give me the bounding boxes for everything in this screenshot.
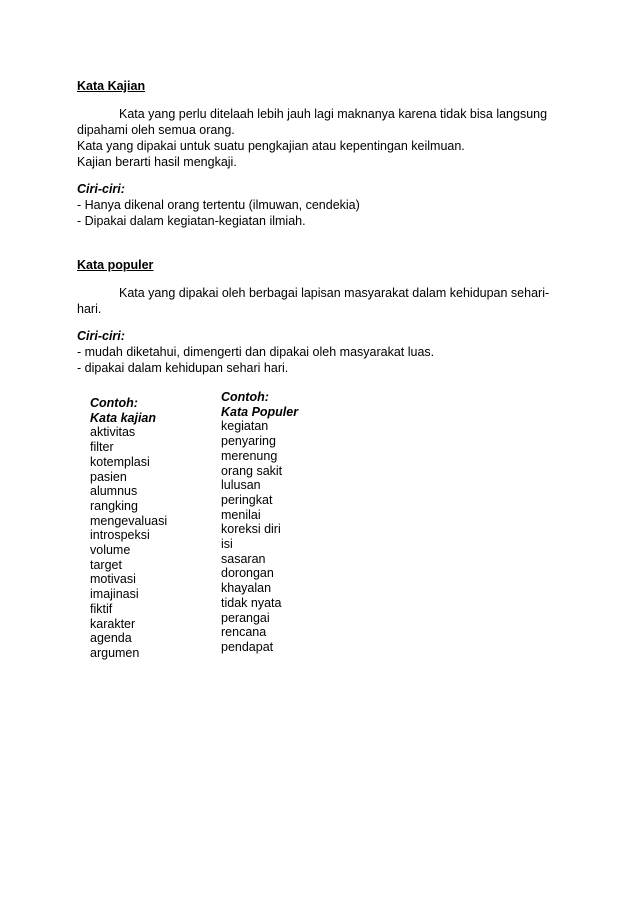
populer-ciri-title: Ciri-ciri:	[77, 329, 125, 343]
contoh-kata-kajian-list	[90, 396, 167, 661]
contoh-kajian-title: Contoh:	[90, 396, 138, 410]
list-item: rangking	[90, 498, 138, 513]
kajian-ciri-item: - Hanya dikenal orang tertentu (ilmuwan, cendekia)	[77, 198, 360, 212]
list-item: khayalan	[221, 581, 272, 596]
list-item: perangai	[221, 610, 270, 625]
list-item: isi	[221, 537, 233, 552]
list-item: kotemplasi	[90, 454, 150, 469]
populer-ciri-item: - dipakai dalam kehidupan sehari hari.	[77, 361, 289, 375]
list-item: introspeksi	[90, 528, 150, 543]
list-item: pendapat	[221, 639, 274, 654]
list-item: agenda	[90, 631, 132, 646]
contoh-kata-populer-list	[221, 390, 298, 655]
list-item: menilai	[221, 507, 261, 522]
list-item: mengevaluasi	[90, 513, 168, 528]
list-item: imajinasi	[90, 587, 139, 602]
kajian-ciri-item: - Dipakai dalam kegiatan-kegiatan ilmiah.	[77, 214, 306, 228]
section-heading-kata-kajian: Kata Kajian	[77, 79, 146, 93]
list-item: lulusan	[221, 478, 261, 493]
kajian-definition-paragraph: Kata yang perlu ditelaah lebih jauh lagi maknanya karena tidak bisa langsung dipahami oleh semua orang.	[77, 107, 548, 137]
kajian-definition-line-3: Kajian berarti hasil mengkaji.	[77, 155, 237, 169]
contoh-kajian-subtitle: Kata kajian	[90, 410, 157, 425]
list-item: fiktif	[90, 601, 113, 616]
list-item: target	[90, 557, 122, 572]
list-item: rencana	[221, 625, 267, 640]
list-item: alumnus	[90, 484, 138, 499]
list-item: volume	[90, 543, 131, 558]
populer-definition-paragraph: Kata yang dipakai oleh berbagai lapisan masyarakat dalam kehidupan sehari-hari.	[77, 286, 550, 316]
kajian-ciri-title: Ciri-ciri:	[77, 182, 125, 196]
list-item: peringkat	[221, 492, 273, 507]
section-heading-kata-populer: Kata populer	[77, 258, 154, 272]
list-item: karakter	[90, 616, 136, 631]
contoh-populer-title: Contoh:	[221, 390, 269, 404]
list-item: merenung	[221, 448, 278, 463]
list-item: dorongan	[221, 566, 274, 581]
list-item: kegiatan	[221, 419, 269, 434]
populer-ciri-item: - mudah diketahui, dimengerti dan dipakai oleh masyarakat luas.	[77, 345, 435, 359]
list-item: pasien	[90, 469, 127, 484]
kajian-definition-line-2: Kata yang dipakai untuk suatu pengkajian atau kepentingan keilmuan.	[77, 139, 465, 153]
list-item: aktivitas	[90, 425, 136, 440]
list-item: koreksi diri	[221, 522, 281, 537]
list-item: argumen	[90, 645, 140, 660]
contoh-populer-subtitle: Kata Populer	[221, 404, 299, 419]
list-item: sasaran	[221, 551, 266, 566]
list-item: motivasi	[90, 572, 136, 587]
list-item: tidak nyata	[221, 595, 282, 610]
list-item: orang sakit	[221, 463, 283, 478]
list-item: filter	[90, 440, 114, 455]
list-item: penyaring	[221, 434, 276, 449]
